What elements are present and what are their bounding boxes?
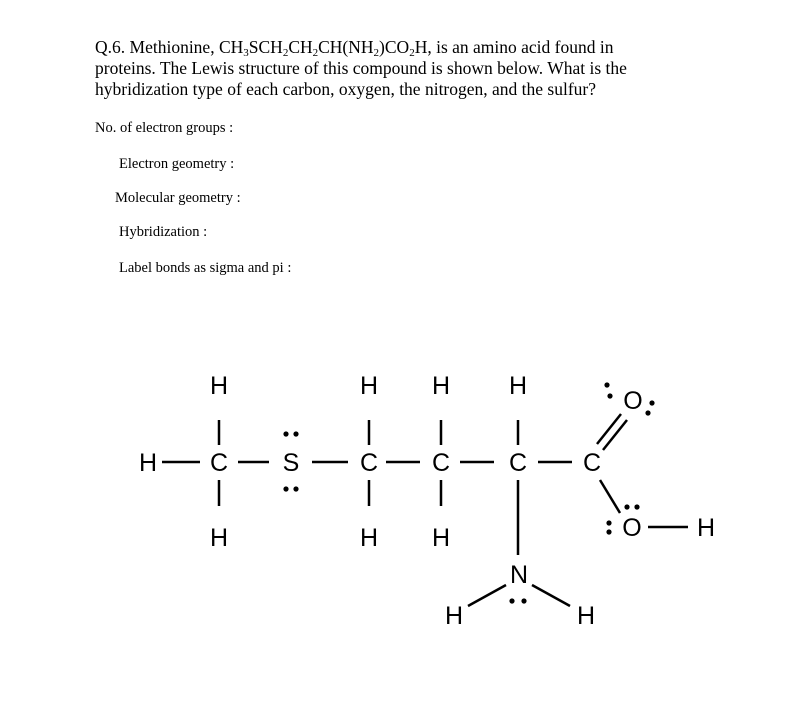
atom-h-methyl-bottom: H <box>209 524 229 552</box>
question-text: Q.6. Methionine, $CH_3SCH_2CH_2CH(NH_2)CO_2H$, is an amino acid found in proteins. The Lewis structure of this compound is shown below. What is the hybridization type of each carbon, oxygen, the nitrogen, and the sulfur? <box>95 37 627 99</box>
question-line-3: hybridization type of each carbon, oxygen, the nitrogen, and the sulfur? <box>95 79 597 99</box>
atom-c4: C <box>508 449 528 477</box>
electron-groups-label: No. of electron groups : <box>95 120 234 136</box>
atom-c5: C <box>582 449 602 477</box>
electron-geometry-label: Electron geometry : <box>119 156 235 172</box>
lone-pair-n <box>509 598 526 603</box>
bond-c5-o-single <box>600 480 620 513</box>
lone-pair-o-carbonyl-right <box>645 400 654 415</box>
atom-h-c3-bottom: H <box>431 524 451 552</box>
atom-o-hydroxyl: O <box>622 514 642 542</box>
bonds-label: Label bonds as sigma and pi : <box>119 260 292 276</box>
bond-n-h-right <box>532 585 570 606</box>
lone-pair-s-top <box>283 431 298 436</box>
question-line-2: proteins. The Lewis structure of this compound is shown below. What is the <box>95 58 627 78</box>
atom-h-c2-bottom: H <box>359 524 379 552</box>
atom-c2: C <box>359 449 379 477</box>
atom-h-c3-top: H <box>431 372 451 400</box>
question-number: Q.6. <box>95 37 126 57</box>
hybridization-label: Hybridization : <box>119 224 208 240</box>
atom-o-carbonyl: O <box>623 387 643 415</box>
atom-h-methyl-left: H <box>138 449 158 477</box>
atom-h-amine-left: H <box>444 602 464 630</box>
atom-h-c2-top: H <box>359 372 379 400</box>
bond-c5-o-double-b <box>603 420 627 450</box>
bond-c5-o-double-a <box>597 414 621 444</box>
atom-c1: C <box>209 449 229 477</box>
lone-pair-o-hydroxyl-top <box>624 504 639 509</box>
atom-h-amine-right: H <box>576 602 596 630</box>
molecular-geometry-label: Molecular geometry : <box>115 190 241 206</box>
lone-pair-s-bottom <box>283 486 298 491</box>
atom-h-hydroxyl: H <box>696 514 716 542</box>
atom-n: N <box>509 561 529 589</box>
atom-h-methyl-top: H <box>209 372 229 400</box>
bond-n-h-left <box>468 585 506 606</box>
lone-pair-o-carbonyl-left <box>604 382 612 398</box>
lone-pair-o-hydroxyl-left <box>606 520 611 534</box>
atom-c3: C <box>431 449 451 477</box>
atom-h-c4-top: H <box>508 372 528 400</box>
atom-s: S <box>282 449 300 477</box>
